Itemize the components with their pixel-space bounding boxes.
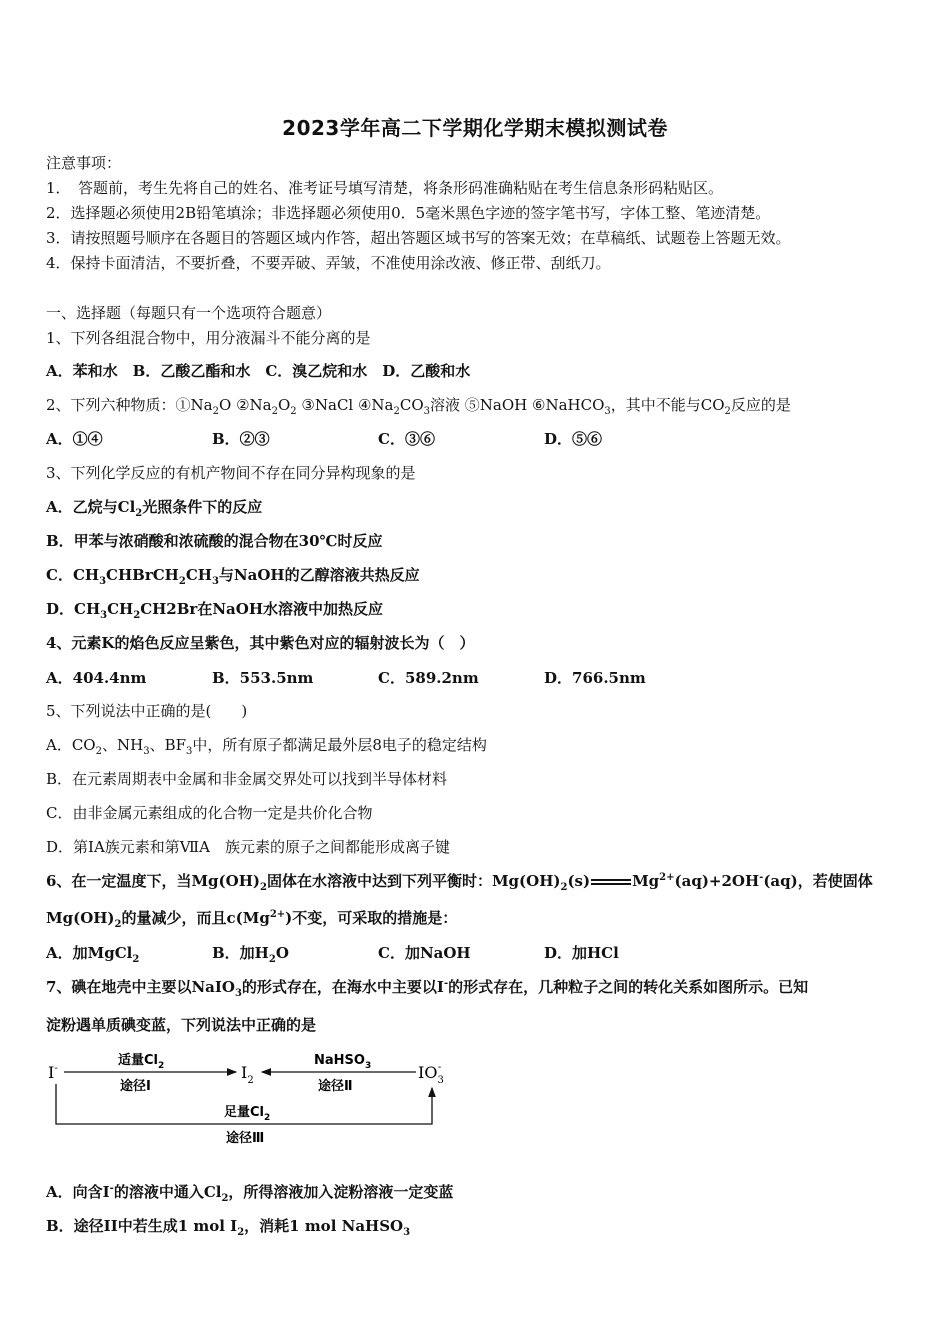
species-iodate: $IO_3-$	[418, 1062, 444, 1086]
section-heading: 一、选择题（每题只有一个选项符合题意）	[46, 304, 332, 322]
q2-option-b: B．②③	[212, 430, 270, 448]
q5-option-a: A．$CO_2$、$NH_3$、$BF_3$中，所有原子都满足最外层8电子的稳定结构	[46, 736, 487, 757]
q4-stem: 4、元素K的焰色反应呈紫色，其中紫色对应的辐射波长为（ ）	[46, 634, 475, 652]
notice-heading: 注意事项：	[46, 154, 122, 172]
q3-stem: 3、下列化学反应的有机产物间不存在同分异构现象的是	[46, 464, 416, 482]
q1-stem: 1、下列各组混合物中，用分液漏斗不能分离的是	[46, 329, 371, 347]
q4-options	[46, 667, 646, 688]
q2-option-a: A．①④	[46, 430, 103, 448]
q3-option-c: C．$CH_3CHBrCH_2CH_3$与NaOH的乙醇溶液共热反应	[46, 566, 420, 587]
page-title: 2023学年高二下学期化学期末模拟测试卷	[282, 116, 668, 140]
q7-stem-line1: 7、碘在地壳中主要以NaIO$_3$的形式存在，在海水中主要以I-的形式存在，几种粒子之间的转化关系如图所示。已知	[46, 978, 809, 999]
notice-item-2: 2．选择题必须使用2B铅笔填涂；非选择题必须使用0．5毫米黑色字迹的签字笔书写，字体工整、笔迹清楚。	[46, 204, 771, 222]
species-iodine: $I_2$	[241, 1063, 254, 1086]
q4-option-c: C．589.2nm	[378, 669, 479, 687]
q2-option-c: C．③⑥	[378, 430, 435, 448]
label-path-3: 途径Ⅲ	[226, 1131, 265, 1146]
label-path-1: 途径Ⅰ	[120, 1079, 151, 1094]
q6-stem-line2: $Mg(OH)_2$的量减少，而且$c(Mg^{2+})$不变，可采取的措施是：	[46, 909, 458, 930]
q6-options	[46, 942, 619, 965]
label-path-1-reagent: 适量$Cl_2$	[118, 1053, 165, 1071]
iodine-conversion-diagram	[46, 1048, 446, 1148]
q5-option-b: B．在元素周期表中金属和非金属交界处可以找到半导体材料	[46, 770, 448, 788]
q4-option-a: A．404.4nm	[46, 669, 147, 687]
q7-option-a: A．向含I-的溶液中通入$Cl_2$，所得溶液加入淀粉溶液一定变蓝	[46, 1183, 454, 1204]
q7-option-b: B．途径II中若生成1 mol $I_2$，消耗1 mol NaHSO$_3$	[46, 1217, 411, 1238]
equilibrium-arrow-icon	[591, 877, 631, 887]
q3-option-d: D．$CH_3CH_2CH2Br$在NaOH水溶液中加热反应	[46, 600, 383, 621]
q6-option-d: D．加HCl	[544, 944, 619, 962]
notice-item-4: 4．保持卡面清洁，不要折叠，不要弄破、弄皱，不准使用涂改液、修正带、刮纸刀。	[46, 254, 611, 272]
label-path-2-reagent: NaHSO$_3$	[314, 1053, 372, 1071]
label-path-2: 途径Ⅱ	[318, 1079, 353, 1094]
q4-option-d: D．766.5nm	[544, 669, 646, 687]
species-iodide: I-	[48, 1063, 58, 1082]
q6-option-a: A．加MgCl$_2$	[46, 944, 140, 965]
notice-item-3: 3．请按照题号顺序在各题目的答题区域内作答，超出答题区域书写的答案无效；在草稿纸、试题卷上答题无效。	[46, 229, 791, 247]
q5-option-c: C．由非金属元素组成的化合物一定是共价化合物	[46, 804, 373, 822]
q3-option-b: B．甲苯与浓硝酸和浓硫酸的混合物在30℃时反应	[46, 532, 383, 550]
q2-stem: 2、下列六种物质：$①Na_2O$ $②Na_2O_2$ ③NaCl $④Na_2CO_3$溶液 ⑤NaOH ⑥NaHCO$_3$，其中不能与$CO_2$反应的是	[46, 396, 791, 417]
q3-option-a: A．乙烷与$Cl_2$光照条件下的反应	[46, 498, 263, 519]
q6-option-b: B．加$H_2O$	[212, 944, 289, 965]
label-path-3-reagent: 足量$Cl_2$	[224, 1105, 271, 1123]
q5-stem: 5、下列说法中正确的是( )	[46, 702, 248, 720]
q2-option-d: D．⑤⑥	[544, 430, 603, 448]
q7-stem-line2: 淀粉遇单质碘变蓝，下列说法中正确的是	[46, 1016, 317, 1034]
q1-options: A．苯和水 B．乙酸乙酯和水 C．溴乙烷和水 D．乙酸和水	[46, 362, 471, 380]
notice-item-1: 1． 答题前，考生先将自己的姓名、准考证号填写清楚，将条形码准确粘贴在考生信息条形码粘贴区。	[46, 179, 724, 197]
q5-option-d: D．第ⅠA族元素和第ⅦA 族元素的原子之间都能形成离子键	[46, 838, 450, 856]
q4-option-b: B．553.5nm	[212, 669, 314, 687]
q6-option-c: C．加NaOH	[378, 944, 471, 962]
q2-options	[46, 428, 602, 449]
q6-stem-line1: 6、在一定温度下，当$Mg(OH)_2$固体在水溶液中达到下列平衡时：$Mg(OH)_2(s)$ $Mg^{2+}(aq)+2OH^-(aq)$，若使固体	[46, 872, 873, 893]
